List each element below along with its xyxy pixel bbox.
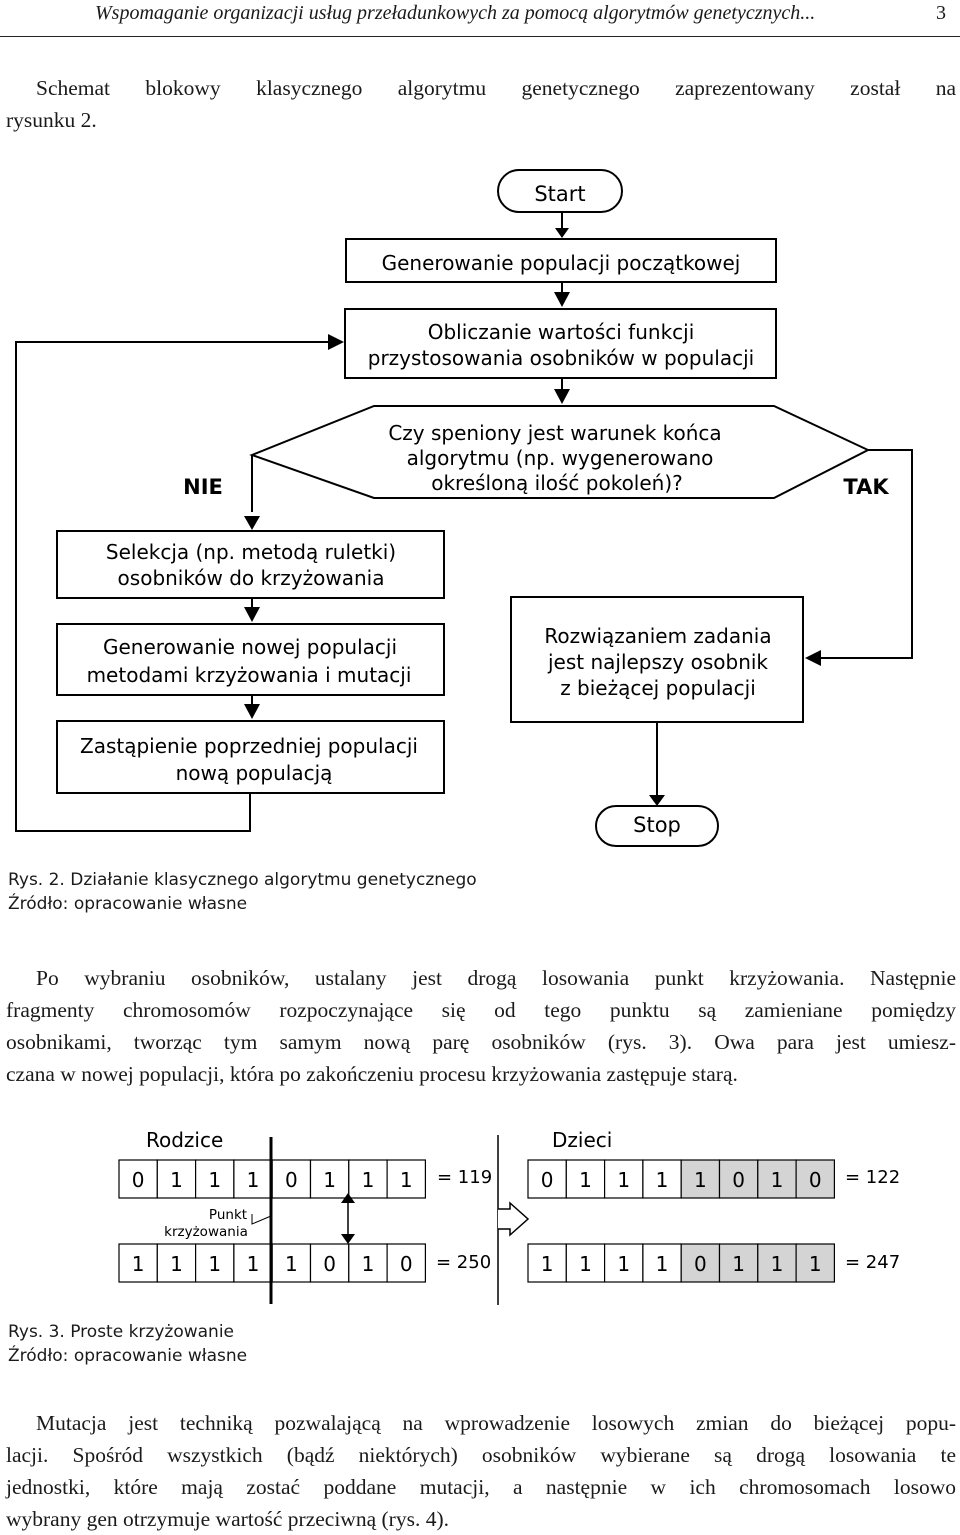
child2-gene-value: 1: [770, 1252, 784, 1276]
solution-label-line: z bieżącej populacji: [560, 676, 756, 700]
arrowhead: [805, 650, 821, 666]
arrowhead: [328, 334, 344, 350]
parent1-gene-value: 1: [399, 1168, 413, 1192]
running-header-title: Wspomaganie organizacji usług przeładunkowych za pomocą algorytmów genetycznych...: [95, 2, 816, 24]
parent1-value: = 119: [437, 1167, 493, 1188]
child2-gene-value: 1: [732, 1252, 746, 1276]
replace-label-line: Zastąpienie poprzedniej populacji: [80, 734, 418, 758]
figure-3-caption: [8, 1320, 247, 1368]
arrowhead: [244, 704, 260, 719]
new-population-label-line: Generowanie nowej populacji: [102, 635, 398, 659]
crossover-point-label-line: Punkt: [208, 1207, 248, 1223]
parent2-gene-value: 1: [131, 1252, 145, 1276]
solution-label-line: Rozwiązaniem zadania: [544, 624, 772, 648]
swap-arrowhead-down: [341, 1234, 355, 1244]
stop-label: Stop: [633, 813, 681, 837]
figure-3-source: Źródło: opracowanie własne: [8, 1346, 248, 1366]
running-header: [0, 0, 960, 37]
crossover-point-pointer: [252, 1214, 271, 1224]
paragraph-line: Po wybraniu osobników, ustalany jest drogą losowania punkt krzyżowania. Następnie: [36, 966, 956, 990]
figure-2-source: Źródło: opracowanie własne: [8, 894, 248, 914]
child1-gene-value: 1: [655, 1168, 669, 1192]
paragraph-line: wybrany gen otrzymuje wartość przeciwną (rys. 4).: [6, 1507, 449, 1531]
child1-gene-value: 0: [732, 1168, 746, 1192]
fitness-label-line: Obliczanie wartości funkcji: [427, 320, 695, 344]
solution-label-line: jest najlepszy osobnik: [547, 650, 769, 674]
parent2-gene-value: 1: [246, 1252, 260, 1276]
decision-label-line: określoną ilość pokoleń)?: [431, 471, 683, 495]
arrowhead: [555, 228, 569, 238]
parent1-gene-value: 1: [361, 1168, 375, 1192]
parent2-gene-value: 1: [284, 1252, 298, 1276]
page-number: 3: [936, 2, 946, 24]
paragraph-line: osobnikami, tworząc tym samym nową parę osobników (rys. 3). Owa para jest umiesz-: [6, 1030, 956, 1054]
flowchart-diagram: [0, 160, 960, 860]
generate-initial-label: Generowanie populacji początkowej: [381, 251, 741, 275]
arrowhead: [649, 795, 665, 806]
parent2-value: = 250: [436, 1252, 492, 1273]
intro-paragraph: [6, 72, 956, 136]
fitness-label-line: przystosowania osobników w populacji: [367, 346, 755, 370]
figure-2-caption: [8, 868, 477, 916]
child2-gene-value: 1: [540, 1252, 554, 1276]
child2-gene-value: 1: [808, 1252, 822, 1276]
figure-2-title: Rys. 2. Działanie klasycznego algorytmu genetycznego: [8, 870, 477, 890]
parent1-gene-value: 0: [284, 1168, 298, 1192]
paragraph-line: Mutacja jest techniką pozwalającą na wprowadzenie losowych zmian do bieżącej popu-: [36, 1411, 956, 1435]
child1-gene-value: 1: [617, 1168, 631, 1192]
arrowhead: [554, 292, 570, 307]
child1-gene-value: 1: [693, 1168, 707, 1192]
decision-label-line: algorytmu (np. wygenerowano: [406, 446, 714, 470]
paragraph-line: fragmenty chromosomów rozpoczynające się od tego punktu są zamieniane pomiędzy: [6, 998, 956, 1022]
parent1-gene-value: 1: [170, 1168, 183, 1192]
paragraph-line: czana w nowej populacji, która po zakończeniu procesu krzyżowania zastępuje starą.: [6, 1062, 738, 1086]
child2-gene-value: 1: [579, 1252, 592, 1276]
child1-gene-value: 0: [808, 1168, 822, 1192]
parent2-gene-value: 1: [208, 1252, 222, 1276]
mutation-paragraph: [6, 1407, 956, 1535]
child2-value: = 247: [845, 1252, 901, 1273]
parent1-gene-value: 1: [208, 1168, 222, 1192]
paragraph-line: jednostki, które mają zostać poddane mutacji, a następnie w ich chromosomach losowo: [6, 1475, 956, 1499]
parent2-gene-value: 1: [361, 1252, 375, 1276]
selection-label-line: Selekcja (np. metodą ruletki): [105, 540, 397, 564]
parents-label: Rodzice: [146, 1128, 224, 1152]
parent1-gene-value: 0: [131, 1168, 145, 1192]
paragraph-line: Schemat blokowy klasycznego algorytmu genetycznego zaprezentowany został na: [36, 76, 956, 100]
child1-value: = 122: [845, 1167, 901, 1188]
yes-branch-label: TAK: [843, 475, 889, 499]
arrowhead: [554, 389, 570, 404]
child2-gene-value: 1: [655, 1252, 669, 1276]
crossover-paragraph: [6, 962, 956, 1090]
child2-gene-value: 1: [617, 1252, 631, 1276]
no-branch-label: NIE: [183, 475, 223, 499]
figure-3-title: Rys. 3. Proste krzyżowanie: [8, 1322, 235, 1342]
parent2-gene-value: 0: [399, 1252, 413, 1276]
child2-gene-value: 0: [693, 1252, 707, 1276]
children-label: Dzieci: [552, 1128, 613, 1152]
parent1-gene-value: 1: [323, 1168, 337, 1192]
child1-gene-value: 1: [770, 1168, 784, 1192]
selection-label-line: osobników do krzyżowania: [117, 566, 385, 590]
crossover-diagram: [0, 1118, 960, 1313]
paragraph-line: lacji. Spośród wszystkich (bądź niektórych) osobników wybierane są drogą losowania te: [6, 1443, 956, 1467]
transform-arrow: [498, 1203, 528, 1235]
replace-label-line: nową populacją: [175, 761, 333, 785]
decision-label-line: Czy speniony jest warunek końca: [388, 421, 722, 445]
parent2-gene-value: 0: [323, 1252, 337, 1276]
start-label: Start: [534, 182, 586, 206]
crossover-point-label-line: krzyżowania: [164, 1224, 248, 1240]
arrowhead: [244, 607, 260, 622]
parent1-gene-value: 1: [246, 1168, 260, 1192]
child1-gene-value: 0: [540, 1168, 554, 1192]
child1-gene-value: 1: [579, 1168, 592, 1192]
arrowhead: [244, 516, 260, 530]
paragraph-line: rysunku 2.: [6, 108, 97, 132]
new-population-label-line: metodami krzyżowania i mutacji: [86, 663, 412, 687]
parent2-gene-value: 1: [170, 1252, 183, 1276]
